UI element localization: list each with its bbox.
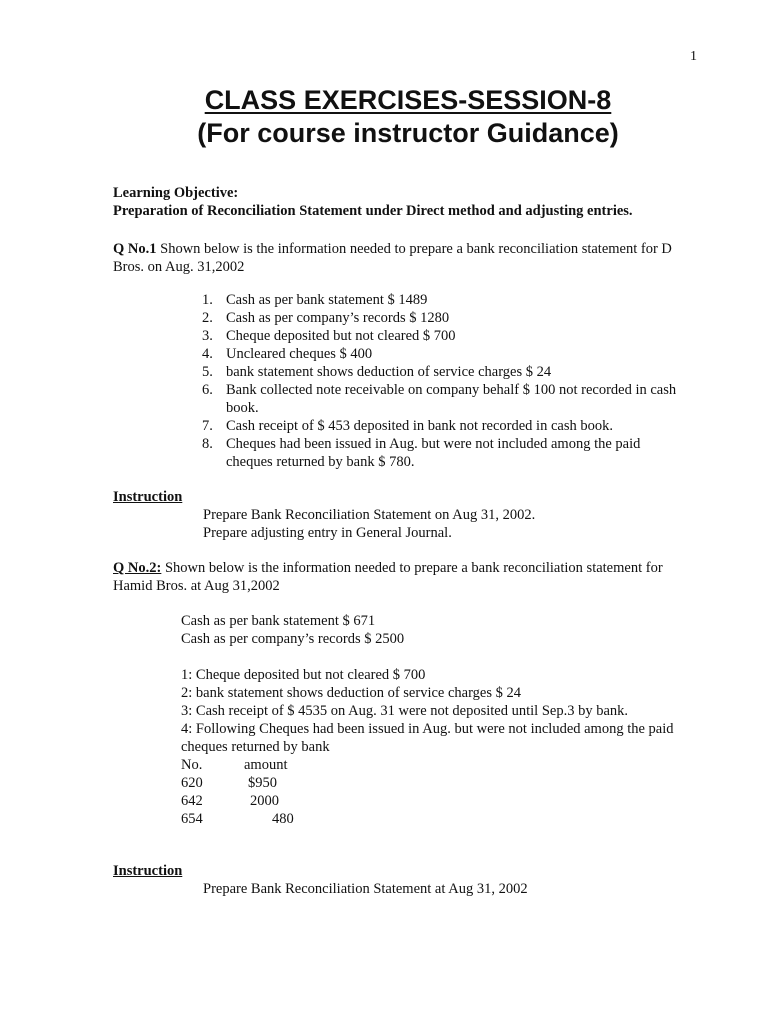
q2-item-1: 1: Cheque deposited but not cleared $ 700 bbox=[181, 667, 426, 683]
list-item-number: 7. bbox=[202, 418, 213, 434]
page-number: 1 bbox=[690, 49, 697, 64]
q2-intro-line2: Hamid Bros. at Aug 31,2002 bbox=[113, 578, 280, 594]
q1-instruction-2: Prepare adjusting entry in General Journal. bbox=[203, 525, 452, 541]
cheque-number: 642 bbox=[181, 793, 203, 809]
page-subtitle: (For course instructor Guidance) bbox=[197, 118, 619, 148]
cheque-amount: 2000 bbox=[250, 793, 279, 809]
list-item-number: 4. bbox=[202, 346, 213, 362]
q2-label: Q No.2: bbox=[113, 560, 162, 576]
cheque-table bbox=[181, 756, 321, 828]
list-item bbox=[202, 345, 372, 363]
q2-instruction-1: Prepare Bank Reconciliation Statement at Aug 31, 2002 bbox=[203, 881, 528, 897]
objective-heading: Learning Objective: bbox=[113, 185, 239, 201]
list-item-number: 8. bbox=[202, 436, 213, 452]
list-item-text: Cheques had been issued in Aug. but were not included among the paid bbox=[226, 436, 641, 452]
list-item-text: Cheque deposited but not cleared $ 700 bbox=[226, 328, 456, 344]
q1-intro-text: Shown below is the information needed to prepare a bank reconciliation statement for D bbox=[156, 241, 672, 257]
list-item-text: cheques returned by bank $ 780. bbox=[226, 454, 415, 470]
list-item-continuation bbox=[202, 453, 414, 471]
q1-label: Q No.1 bbox=[113, 241, 157, 257]
q2-balance-company: Cash as per company’s records $ 2500 bbox=[181, 631, 405, 647]
q2-item-4-cont: cheques returned by bank bbox=[181, 739, 330, 755]
list-item bbox=[202, 381, 676, 399]
q1-intro-line1 bbox=[113, 240, 672, 258]
q2-item-4: 4: Following Cheques had been issued in Aug. but were not included among the paid bbox=[181, 721, 674, 737]
q2-instruction-heading: Instruction bbox=[113, 863, 183, 879]
list-item-number: 1. bbox=[202, 292, 213, 308]
q2-item-2: 2: bank statement shows deduction of service charges $ 24 bbox=[181, 685, 521, 701]
q2-intro-line1 bbox=[113, 559, 663, 577]
list-item bbox=[202, 417, 613, 435]
q2-balance-bank: Cash as per bank statement $ 671 bbox=[181, 613, 376, 629]
q2-item-3: 3: Cash receipt of $ 4535 on Aug. 31 were not deposited until Sep.3 by bank. bbox=[181, 703, 629, 719]
list-item-text: book. bbox=[226, 400, 259, 416]
q2-intro-text: Shown below is the information needed to prepare a bank reconciliation statement for bbox=[161, 560, 663, 576]
q1-instruction-heading: Instruction bbox=[113, 489, 183, 505]
cheque-amount: $950 bbox=[248, 775, 277, 791]
cheque-header-amount: amount bbox=[244, 757, 288, 773]
list-item-text: Uncleared cheques $ 400 bbox=[226, 346, 373, 362]
list-item-text: Cash receipt of $ 453 deposited in bank not recorded in cash book. bbox=[226, 418, 613, 434]
cheque-amount: 480 bbox=[272, 811, 294, 827]
list-item-text: Cash as per bank statement $ 1489 bbox=[226, 292, 428, 308]
cheque-number: 620 bbox=[181, 775, 203, 791]
list-item-number: 6. bbox=[202, 382, 213, 398]
list-item-text: Cash as per company’s records $ 1280 bbox=[226, 310, 450, 326]
list-item bbox=[202, 363, 551, 381]
list-item-text: Bank collected note receivable on company behalf $ 100 not recorded in cash bbox=[226, 382, 677, 398]
cheque-header-no: No. bbox=[181, 757, 203, 773]
list-item bbox=[202, 309, 449, 327]
q1-intro-line2: Bros. on Aug. 31,2002 bbox=[113, 259, 245, 275]
objective-text: Preparation of Reconciliation Statement under Direct method and adjusting entries. bbox=[113, 203, 633, 219]
list-item-number: 5. bbox=[202, 364, 213, 380]
page-title: CLASS EXERCISES-SESSION-8 bbox=[204, 85, 612, 115]
list-item-continuation bbox=[202, 399, 259, 417]
list-item-number: 2. bbox=[202, 310, 213, 326]
list-item-number: 3. bbox=[202, 328, 213, 344]
cheque-number: 654 bbox=[181, 811, 203, 827]
list-item bbox=[202, 291, 427, 309]
q1-instruction-1: Prepare Bank Reconciliation Statement on Aug 31, 2002. bbox=[203, 507, 536, 523]
list-item bbox=[202, 435, 640, 453]
list-item-text: bank statement shows deduction of service charges $ 24 bbox=[226, 364, 552, 380]
list-item bbox=[202, 327, 456, 345]
